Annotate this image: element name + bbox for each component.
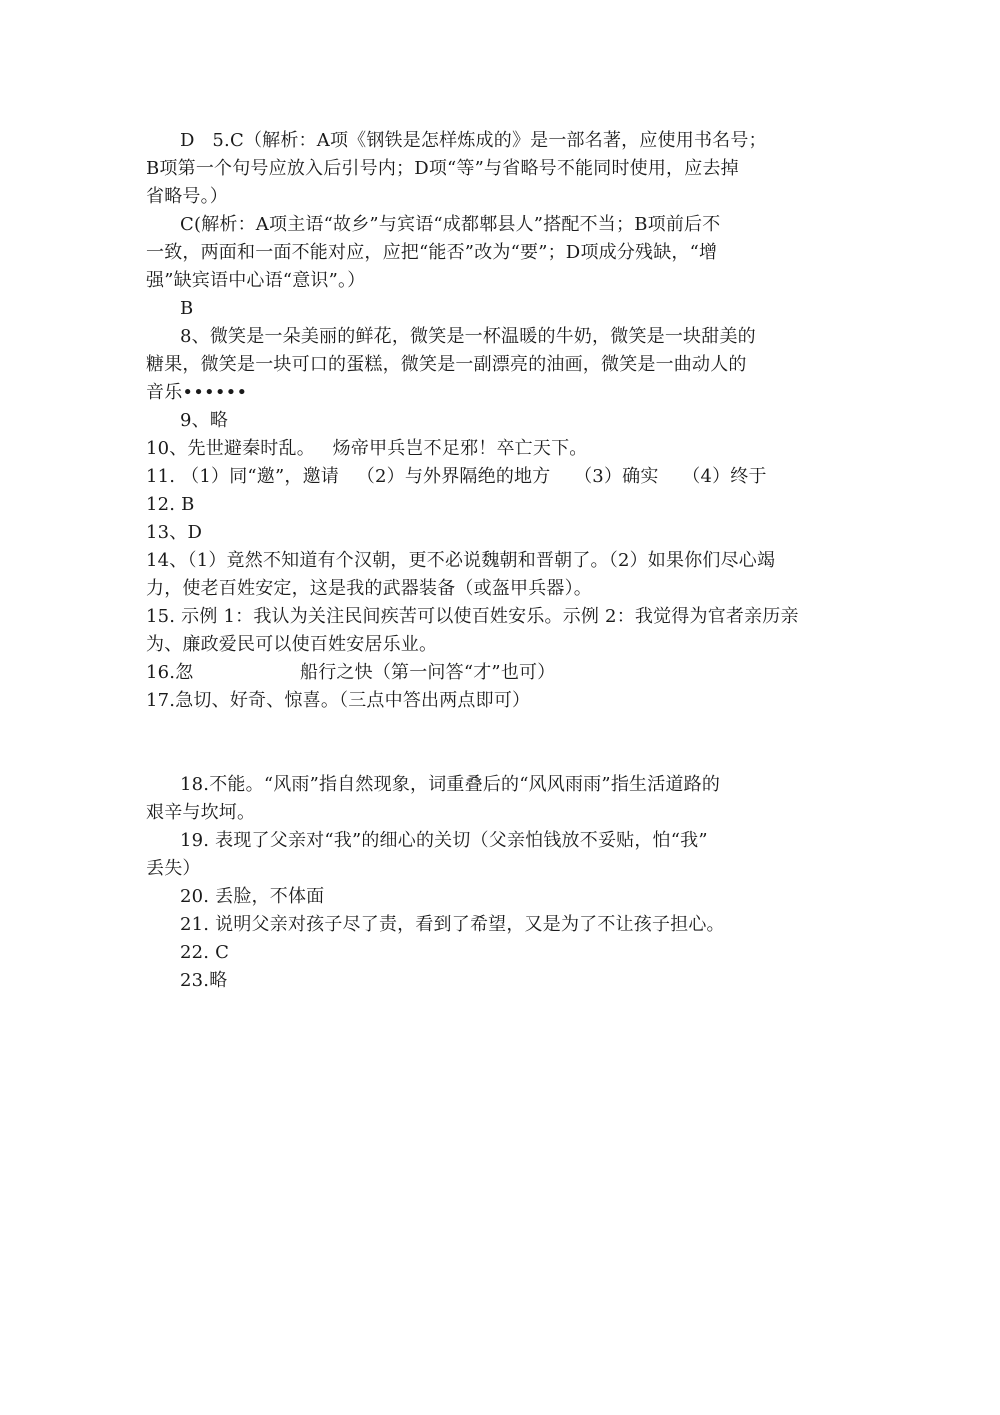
answer-line-23: 23.略 — [180, 970, 228, 991]
answer-line-19: 19. 表现了父亲对“我”的细心的关切（父亲怕钱放不妥贴，怕“我” — [180, 830, 708, 851]
answer-line-9: 9、略 — [180, 410, 229, 431]
answer-line-14: 14、（1）竟然不知道有个汉朝，更不必说魏朝和晋朝了。（2）如果你们尽心竭 — [146, 550, 776, 571]
answer-line-18: 18.不能。“风雨”指自然现象，词重叠后的“风风雨雨”指生活道路的 — [180, 774, 721, 795]
answer-line-5: D 5.C（解析：A项《钢铁是怎样炼成的》是一部名著，应使用书名号； — [180, 130, 767, 151]
answer-line-8-cont: 糖果，微笑是一块可口的蛋糕，微笑是一副漂亮的油画，微笑是一曲动人的 — [146, 354, 747, 375]
answer-line-20: 20. 丢脸，不体面 — [180, 886, 325, 907]
answer-line-17: 17.急切、好奇、惊喜。（三点中答出两点即可） — [146, 690, 531, 711]
answer-line-22: 22. C — [180, 942, 230, 963]
answer-line-6: C(解析：A项主语“故乡”与宾语“成都郫县人”搭配不当；B项前后不 — [180, 214, 721, 235]
answer-line-15-cont: 为、廉政爱民可以使百姓安居乐业。 — [146, 634, 438, 655]
answer-line-19-cont: 丢失） — [146, 858, 201, 879]
answer-line-16: 16.忽 船行之快（第一问答“才”也可） — [146, 662, 556, 683]
answer-line-13: 13、D — [146, 522, 203, 543]
answer-line-7: B — [180, 298, 194, 319]
answer-line-14-cont: 力，使老百姓安定，这是我的武器装备（或盔甲兵器）。 — [146, 578, 592, 599]
answer-line-18-cont: 艰辛与坎坷。 — [146, 802, 256, 823]
answer-line-5-end: 省略号。） — [146, 186, 228, 207]
answer-line-21: 21. 说明父亲对孩子尽了责，看到了希望，又是为了不让孩子担心。 — [180, 914, 725, 935]
answer-line-8-end: 音乐•••••• — [146, 382, 248, 403]
answer-line-12: 12. B — [146, 494, 195, 515]
answer-line-11: 11. （1）同“邀”，邀请 （2）与外界隔绝的地方 （3）确实 （4）终于 — [146, 466, 767, 487]
answer-line-10: 10、先世避秦时乱。 炀帝甲兵岂不足邪！卒亡天下。 — [146, 438, 588, 459]
answer-line-6-end: 强”缺宾语中心语“意识”。） — [146, 270, 366, 291]
answer-line-15: 15. 示例 1：我认为关注民间疾苦可以使百姓安乐。示例 2：我觉得为官者亲历亲 — [146, 606, 799, 627]
answer-line-6-cont: 一致，两面和一面不能对应，应把“能否”改为“要”；D项成分残缺，“增 — [146, 242, 718, 263]
answer-line-5-cont: B项第一个句号应放入后引号内；D项“等”与省略号不能同时使用，应去掉 — [146, 158, 739, 179]
answer-line-8: 8、微笑是一朵美丽的鲜花，微笑是一杯温暖的牛奶，微笑是一块甜美的 — [180, 326, 756, 347]
